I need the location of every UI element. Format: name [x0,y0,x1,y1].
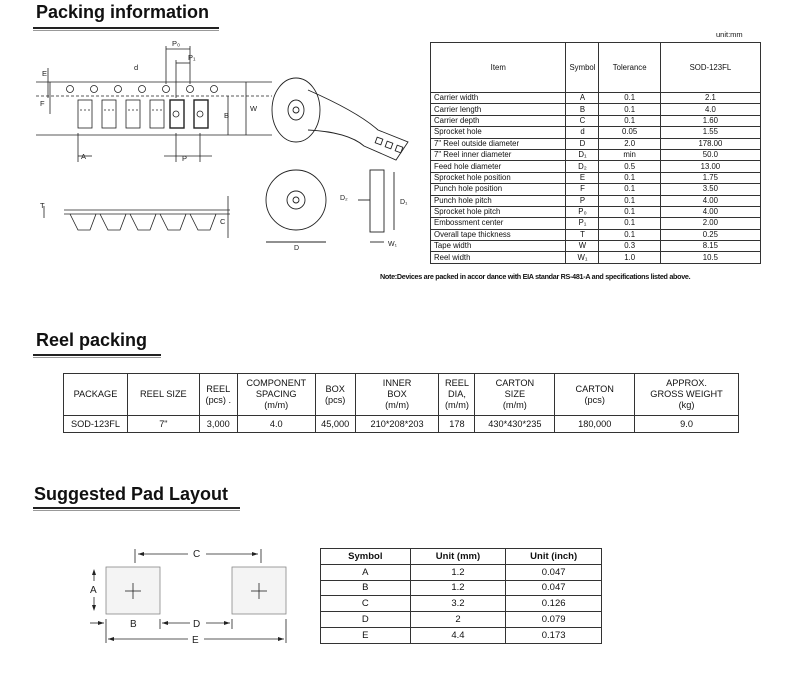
packing-note: Note:Devices are packed in accor dance with EIA standar RS-481-A and specifications listed above. [380,272,691,281]
reel-header-line: BOX [325,383,345,394]
packing-cell-value: 0.25 [660,229,760,240]
reel-header-line: (m/m) [502,400,527,410]
table-row [431,218,761,229]
packing-cell-item: Carrier depth [431,115,566,126]
pad-cell-symbol: D [321,612,411,628]
reel-header-line: CARTON [575,383,614,394]
packing-cell-symbol: D [566,138,599,149]
packing-cell-symbol: B [566,104,599,115]
packing-cell-tolerance: min [599,149,660,160]
packing-title-underline [33,27,219,29]
packing-cell-tolerance: 0.1 [599,206,660,217]
packing-cell-tolerance: 0.5 [599,161,660,172]
label-w: W [250,104,258,113]
packing-cell-value: 13.00 [660,161,760,172]
table-row [431,115,761,126]
packing-cell-tolerance: 0.1 [599,229,660,240]
reel-header-line: SPACING [255,389,297,399]
reel-table [63,373,739,433]
table-row [431,127,761,138]
pad-cell-mm: 2 [410,612,506,628]
pad-cell-inch: 0.173 [506,627,602,643]
packing-cell-value: 1.75 [660,172,760,183]
packing-cell-value: 178.00 [660,138,760,149]
packing-cell-tolerance: 0.1 [599,104,660,115]
table-row [431,149,761,160]
packing-cell-value: 2.1 [660,93,760,104]
header-item: Item [431,43,566,93]
reel-header-line: DIA, [448,389,466,399]
reel-header-line: INNER [382,378,412,388]
pad-layout-diagram [80,545,300,650]
table-row [321,596,602,612]
carrier-tape-top-view [36,38,272,168]
table-row [431,93,761,104]
packing-cell-value: 50.0 [660,149,760,160]
packing-cell-item: Embossment center [431,218,566,229]
packing-title: Packing information [36,2,210,22]
table-row [321,580,602,596]
packing-cell-symbol: W₁ [566,252,599,263]
packing-cell-symbol: D₂ [566,161,599,172]
label-pad-d: D [193,619,201,630]
reel-value-cell: 7" [127,416,199,433]
packing-cell-symbol: d [566,127,599,138]
packing-cell-symbol: A [566,93,599,104]
packing-cell-value: 8.15 [660,241,760,252]
header-tolerance: Tolerance [599,43,660,93]
label-f: F [40,99,45,108]
packing-cell-tolerance: 0.1 [599,172,660,183]
packing-cell-value: 4.00 [660,195,760,206]
pad-header-mm: Unit (mm) [410,549,506,565]
reel-header-cell [635,374,739,416]
pad-cell-mm: 1.2 [410,564,506,580]
packing-cell-value: 10.5 [660,252,760,263]
pad-cell-mm: 4.4 [410,627,506,643]
reel-header-cell [439,374,475,416]
reel-header-line: (m/m) [385,400,410,410]
reel-value-cell: 210*208*203 [355,416,439,433]
packing-cell-value: 1.55 [660,127,760,138]
reel-front-side-view [262,162,422,262]
reel-header-line: (pcs) [324,394,346,405]
carrier-tape-side-view [40,188,240,240]
pad-cell-symbol: C [321,596,411,612]
pad-cell-inch: 0.047 [506,564,602,580]
label-pad-e: E [192,635,199,646]
reel-header-line: (m/m) [444,400,469,410]
label-b: B [224,111,230,120]
packing-cell-tolerance: 2.0 [599,138,660,149]
reel-title-underline [33,354,161,356]
pad-cell-mm: 3.2 [410,596,506,612]
packing-cell-symbol: T [566,229,599,240]
packing-cell-tolerance: 0.1 [599,195,660,206]
reel-value-cell: 180,000 [555,416,635,433]
label-pad-a: A [90,585,97,596]
label-pad-b: B [130,619,137,630]
label-d2: D₂ [340,195,348,202]
packing-cell-item: Carrier width [431,93,566,104]
reel-header-cell [555,374,635,416]
label-p0: P₀ [172,39,181,48]
packing-cell-value: 2.00 [660,218,760,229]
packing-cell-value: 4.00 [660,206,760,217]
reel-header-line: APPROX. [666,378,707,388]
reel-header-line: (pcs) . [205,394,232,405]
table-row [431,206,761,217]
reel-header-cell [199,374,237,416]
packing-cell-value: 3.50 [660,184,760,195]
packing-cell-tolerance: 0.1 [599,218,660,229]
reel-header-cell [237,374,315,416]
pad-cell-mm: 1.2 [410,580,506,596]
label-pad-c: C [193,549,201,560]
reel-header-cell [64,374,128,416]
packing-cell-item: Sprocket hole pitch [431,206,566,217]
packing-cell-tolerance: 0.3 [599,241,660,252]
pad-title: Suggested Pad Layout [34,484,229,504]
pad-cell-symbol: A [321,564,411,580]
packing-cell-value: 4.0 [660,104,760,115]
pad-table [320,548,602,644]
label-w1: W₁ [388,241,397,248]
label-d1: D₁ [400,199,408,206]
reel-header-line: CARTON [495,378,535,388]
table-row [431,104,761,115]
table-row [431,184,761,195]
table-row [321,564,602,580]
reel-value-cell: 9.0 [635,416,739,433]
table-row [431,138,761,149]
reel-value-cell: 178 [439,416,475,433]
packing-cell-symbol: F [566,184,599,195]
reel-header-cell [355,374,439,416]
reel-header-line: (kg) [678,400,695,410]
table-row [431,161,761,172]
packing-cell-item: Reel width [431,252,566,263]
label-p1: P₁ [188,53,196,62]
pad-header-symbol: Symbol [321,549,411,565]
reel-header-line: GROSS WEIGHT [650,389,723,399]
reel-value-cell: 3,000 [199,416,237,433]
packing-cell-item: Punch hole position [431,184,566,195]
packing-cell-item: Punch hole pitch [431,195,566,206]
packing-cell-item: 7" Reel inner diameter [431,149,566,160]
table-row [431,229,761,240]
packing-cell-symbol: E [566,172,599,183]
header-package: SOD-123FL [660,43,760,93]
reel-header-line: SIZE [504,389,526,399]
packing-cell-item: 7" Reel outside diameter [431,138,566,149]
reel-perspective-view [268,72,418,162]
packing-cell-item: Tape width [431,241,566,252]
reel-header-line: (pcs) [584,394,605,405]
table-row [431,172,761,183]
table-row [321,612,602,628]
packing-cell-item: Sprocket hole [431,127,566,138]
reel-header-line: REEL [206,383,231,394]
packing-cell-symbol: W [566,241,599,252]
pad-cell-symbol: E [321,627,411,643]
table-row [431,195,761,206]
packing-cell-tolerance: 0.1 [599,115,660,126]
reel-header-line: REEL [444,378,469,388]
packing-cell-item: Overall tape thickness [431,229,566,240]
packing-cell-item: Sprocket hole position [431,172,566,183]
pad-title-underline [33,507,240,509]
reel-header-line: (m/m) [264,400,289,410]
table-row [321,627,602,643]
label-reel-d: D [294,245,300,252]
packing-cell-tolerance: 1.0 [599,252,660,263]
label-c: C [220,217,226,226]
label-p: P [182,154,188,163]
packing-cell-symbol: P₁ [566,218,599,229]
reel-value-cell: SOD-123FL [64,416,128,433]
table-row [431,241,761,252]
packing-cell-symbol: P [566,195,599,206]
reel-header-cell [127,374,199,416]
label-t: T [40,201,45,210]
reel-header-cell [475,374,555,416]
packing-cell-symbol: D₁ [566,149,599,160]
label-a: A [81,152,87,161]
label-d: d [134,63,139,72]
header-symbol: Symbol [566,43,599,93]
packing-cell-tolerance: 0.1 [599,93,660,104]
pad-cell-inch: 0.126 [506,596,602,612]
pad-cell-inch: 0.079 [506,612,602,628]
pad-header-inch: Unit (inch) [506,549,602,565]
unit-label: unit:mm [716,30,743,39]
reel-title: Reel packing [36,330,148,350]
packing-cell-item: Feed hole diameter [431,161,566,172]
packing-cell-tolerance: 0.1 [599,184,660,195]
packing-cell-value: 1.60 [660,115,760,126]
reel-value-cell: 45,000 [315,416,355,433]
packing-cell-tolerance: 0.05 [599,127,660,138]
table-row [431,252,761,263]
reel-value-cell: 430*430*235 [475,416,555,433]
reel-header-line: PACKAGE [73,389,118,399]
pad-cell-symbol: B [321,580,411,596]
reel-header-line: COMPONENT [246,378,307,388]
reel-header-cell [315,374,355,416]
label-e: E [42,69,48,78]
packing-table [430,42,761,264]
reel-value-cell: 4.0 [237,416,315,433]
reel-header-line: REEL SIZE [140,389,187,399]
packing-cell-symbol: P₀ [566,206,599,217]
pad-cell-inch: 0.047 [506,580,602,596]
packing-cell-symbol: C [566,115,599,126]
packing-cell-item: Carrier length [431,104,566,115]
reel-header-line: BOX [387,389,407,399]
